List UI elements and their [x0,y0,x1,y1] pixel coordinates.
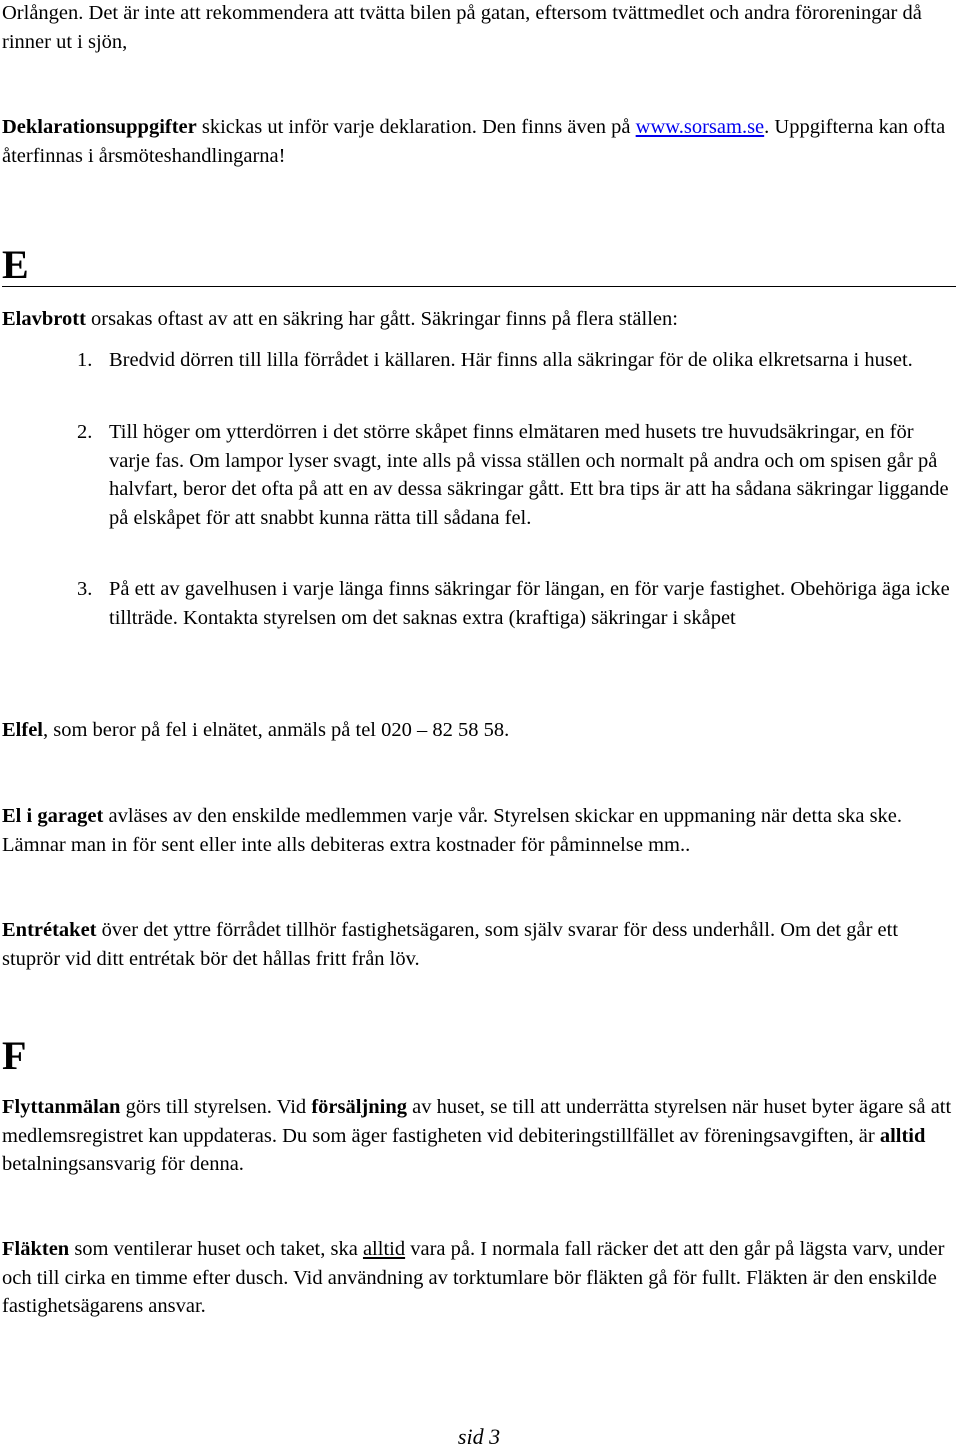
deklaration-term: Deklarationsuppgifter [2,116,197,138]
elavbrott-term: Elavbrott [2,308,86,330]
flyttanmalan-text-2: av huset, se till att underrätta styrelsen när huset byter ägare så att medlemsregistret kan uppdateras. Du som äger fastigheten vid debiteringstillfället av föreningsavgiften, är [2,1096,952,1147]
list-item-text: Till höger om ytterdörren i det större skåpet finns elmätaren med husets tre huvudsäkringar, en för varje fas. Om lampor lyser svagt, inte alls på vissa ställen och normalt på andra och om spisen går på halvfart, beror det ofta på att en av dessa säkringar gått. Ett bra tips är att ha sådana säkringar liggande på elskåpet för att snabbt kunna rätta till sådana fel. [109,421,949,529]
alltid-underlined: alltid [362,1238,406,1260]
entretaket-term: Entrétaket [2,919,97,941]
forsaljning-term: försäljning [311,1096,407,1118]
page-number: sid 3 [457,1424,501,1449]
elfel-paragraph [2,716,956,745]
list-item [77,575,957,632]
flakten-text-1: som ventilerar huset och taket, ska [69,1238,363,1260]
deklaration-text-1: skickas ut inför varje deklaration. Den finns även på [196,116,636,138]
list-item-text: Bredvid dörren till lilla förrådet i källaren. Här finns alla säkringar för de olika elkretsarna i huset. [109,349,913,371]
list-item-number: 3. [77,578,93,600]
deklaration-text-2: . Uppgifterna kan ofta återfinnas i årsmöteshandlingarna! [2,116,946,167]
elfel-term: Elfel [2,719,43,741]
list-item-number: 1. [77,349,93,371]
section-letter-f: F [2,1033,27,1078]
sorsam-link[interactable]: www.sorsam.se [635,116,765,138]
flyttanmalan-paragraph [2,1093,956,1179]
flyttanmalan-term: Flyttanmälan [2,1096,121,1118]
garaget-term: El i garaget [2,805,104,827]
garaget-paragraph [2,802,956,859]
flakten-text-2: vara på. I normala fall räcker det att den går på lägsta varv, under och till cirka en timme efter dusch. Vid användning av torktumlare bör fläkten gå för fullt. Fläkten är den enskilde fastighetsägarens ansvar. [2,1238,945,1317]
section-e-divider [2,286,956,287]
flakten-term: Fläkten [2,1238,70,1260]
section-letter-e: E [2,242,29,287]
flyttanmalan-text-1: görs till styrelsen. Vid [120,1096,312,1118]
entretaket-paragraph [2,916,956,973]
elavbrott-text: orsakas oftast av att en säkring har gått. Säkringar finns på flera ställen: [85,308,678,330]
list-item-text: På ett av gavelhusen i varje länga finns säkringar för längan, en för varje fastighet. Obehöriga äga icke tillträde. Kontakta styrelsen om det saknas extra (kraftiga) säkringar i skåpet [109,578,950,629]
alltid-bold: alltid [879,1124,926,1147]
elavbrott-paragraph [2,305,956,334]
list-item [77,418,957,532]
garaget-text: avläses av den enskilde medlemmen varje vår. Styrelsen skickar en uppmaning när detta ska ske. Lämnar man in för sent eller inte alls debiteras extra kostnader för påminnelse mm.. [2,805,903,856]
flakten-paragraph [2,1235,956,1321]
list-item [77,346,957,375]
list-item-number: 2. [77,421,93,443]
intro-text: Orlången. Det är inte att rekommendera att tvätta bilen på gatan, eftersom tvättmedlet och andra föroreningar då rinner ut i sjön, [2,2,922,53]
entretaket-text: över det yttre förrådet tillhör fastighetsägaren, som själv svarar för dess underhåll. Om det går ett stuprör vid ditt entrétak bör det hållas fritt från löv. [2,919,899,970]
intro-paragraph [2,0,956,56]
elfel-text: , som beror på fel i elnätet, anmäls på tel 020 – 82 58 58. [43,719,510,741]
flyttanmalan-text-3: betalningsansvarig för denna. [2,1153,244,1175]
deklaration-paragraph [2,113,956,170]
